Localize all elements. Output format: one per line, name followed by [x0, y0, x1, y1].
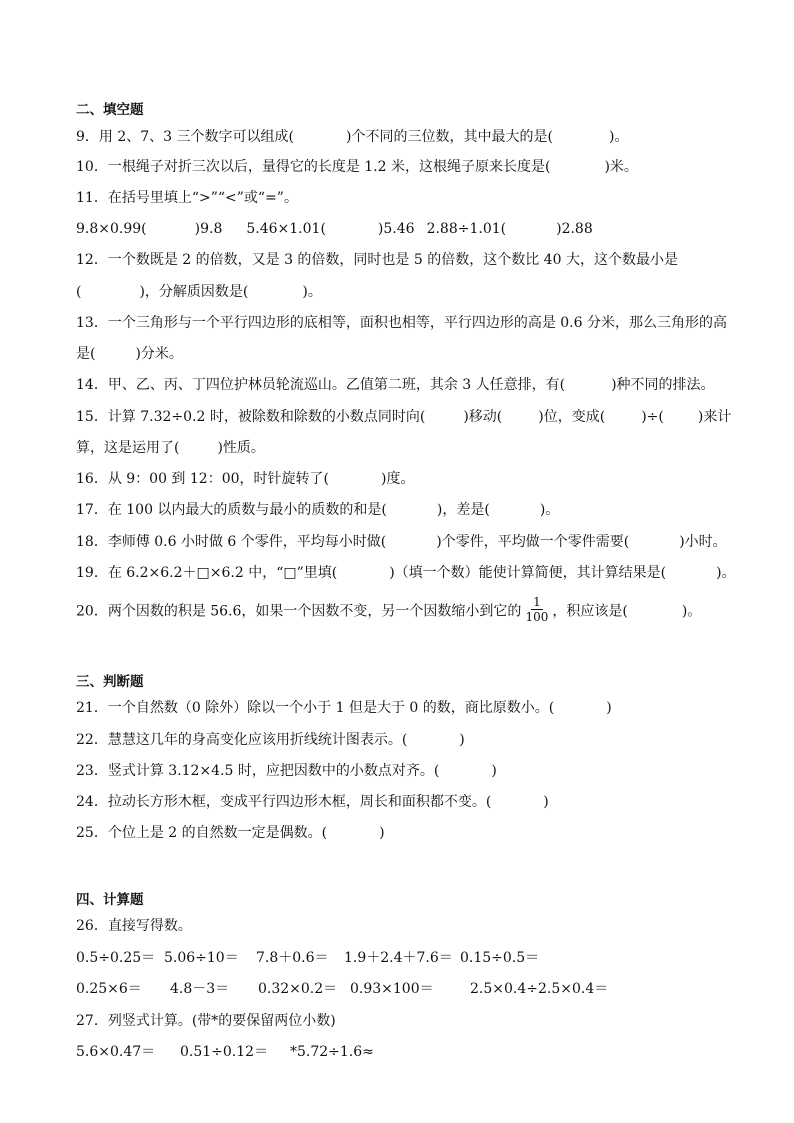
calc-item: 7.8＋0.6＝ — [256, 950, 329, 966]
fraction-one-hundredth: $\frac{1}{100}$ — [525, 595, 549, 624]
question-13-line1: 13．一个三角形与一个平行四边形的底相等，面积也相等，平行四边形的高是 0.6 分米，那么三角形的高 — [76, 315, 727, 331]
question-23: 23．竖式计算 3.12×4.5 时，应把因数中的小数点对齐。( ) — [76, 763, 497, 779]
calc-item: 0.25×6＝ — [76, 981, 142, 997]
question-26-row1 — [76, 949, 754, 967]
question-15-line2: 算，这是运用了( )性质。 — [76, 440, 265, 456]
section-heading-compute: 四、计算题 — [76, 892, 144, 908]
calc-item: 0.93×100＝ — [350, 981, 434, 997]
question-14: 14．甲、乙、丙、丁四位护林员轮流巡山。乙值第二班，其余 3 人任意排，有( )种不同的排法。 — [76, 377, 715, 393]
question-9: 9．用 2、7、3 三个数字可以组成( )个不同的三位数，其中最大的是( )。 — [76, 129, 629, 145]
calc-item: 1.9＋2.4＋7.6＝ — [344, 950, 453, 966]
question-18: 18．李师傅 0.6 小时做 6 个零件，平均每小时做( )个零件，平均做一个零件需要( )小时。 — [76, 534, 727, 550]
calc-item: 0.32×0.2＝ — [258, 981, 338, 997]
section-heading-judge: 三、判断题 — [76, 674, 144, 690]
question-15-line1: 15．计算 7.32÷0.2 时，被除数和除数的小数点同时向( )移动( )位，变成( )÷( )来计 — [76, 409, 732, 425]
question-10: 10．一根绳子对折三次以后，量得它的长度是 1.2 米，这根绳子原来长度是( )米。 — [76, 159, 638, 175]
calc-item: 0.15÷0.5＝ — [460, 950, 540, 966]
calc-item: 0.51÷0.12＝ — [180, 1044, 269, 1060]
question-13-line2: 是( )分米。 — [76, 346, 183, 362]
section-heading-fill-blank: 二、填空题 — [76, 102, 144, 118]
calc-item: 5.6×0.47＝ — [76, 1044, 156, 1060]
question-24: 24．拉动长方形木框，变成平行四边形木框，周长和面积都不变。( ) — [76, 794, 549, 810]
question-11-expressions — [76, 220, 754, 238]
expr-3: 2.88÷1.01( )2.88 — [426, 221, 593, 237]
calc-item: 5.06÷10＝ — [164, 950, 239, 966]
question-21: 21．一个自然数（0 除外）除以一个小于 1 但是大于 0 的数，商比原数小。( ) — [76, 700, 612, 716]
question-26-row2 — [76, 980, 754, 998]
question-22: 22．慧慧这几年的身高变化应该用折线统计图表示。( ) — [76, 732, 465, 748]
expr-1: 9.8×0.99( )9.8 — [76, 221, 223, 237]
question-19: 19．在 6.2×6.2＋□×6.2 中，“□”里填( )（填一个数）能使计算简便，其计算结果是( )。 — [76, 565, 736, 581]
question-12-line1: 12．一个数既是 2 的倍数，又是 3 的倍数，同时也是 5 的倍数，这个数比 40 大，这个数最小是 — [76, 252, 678, 268]
question-16: 16．从 9：00 到 12：00，时针旋转了( )度。 — [76, 471, 415, 487]
calc-item: *5.72÷1.6≈ — [290, 1044, 374, 1060]
question-17: 17．在 100 以内最大的质数与最小的质数的和是( )，差是( )。 — [76, 502, 560, 518]
question-25: 25．个位上是 2 的自然数一定是偶数。( ) — [76, 825, 385, 841]
calc-item: 2.5×0.4÷2.5×0.4＝ — [470, 981, 609, 997]
question-12-line2: ( )，分解质因数是( )。 — [76, 284, 322, 300]
calc-item: 0.5÷0.25＝ — [76, 950, 156, 966]
expr-2: 5.46×1.01( )5.46 — [246, 221, 415, 237]
question-11-title: 11．在括号里填上“>”“<”或“=”。 — [76, 190, 298, 206]
question-26-title: 26．直接写得数。 — [76, 918, 192, 934]
question-20: 20．两个因数的积是 56.6，如果一个因数不变，另一个因数缩小到它的 $\frac{1}{100}$ ，积应该是( )。 — [76, 595, 702, 624]
question-27-row — [76, 1043, 754, 1061]
calc-item: 4.8－3＝ — [170, 981, 230, 997]
question-27-title: 27．列竖式计算。(带*的要保留两位小数) — [76, 1013, 336, 1029]
